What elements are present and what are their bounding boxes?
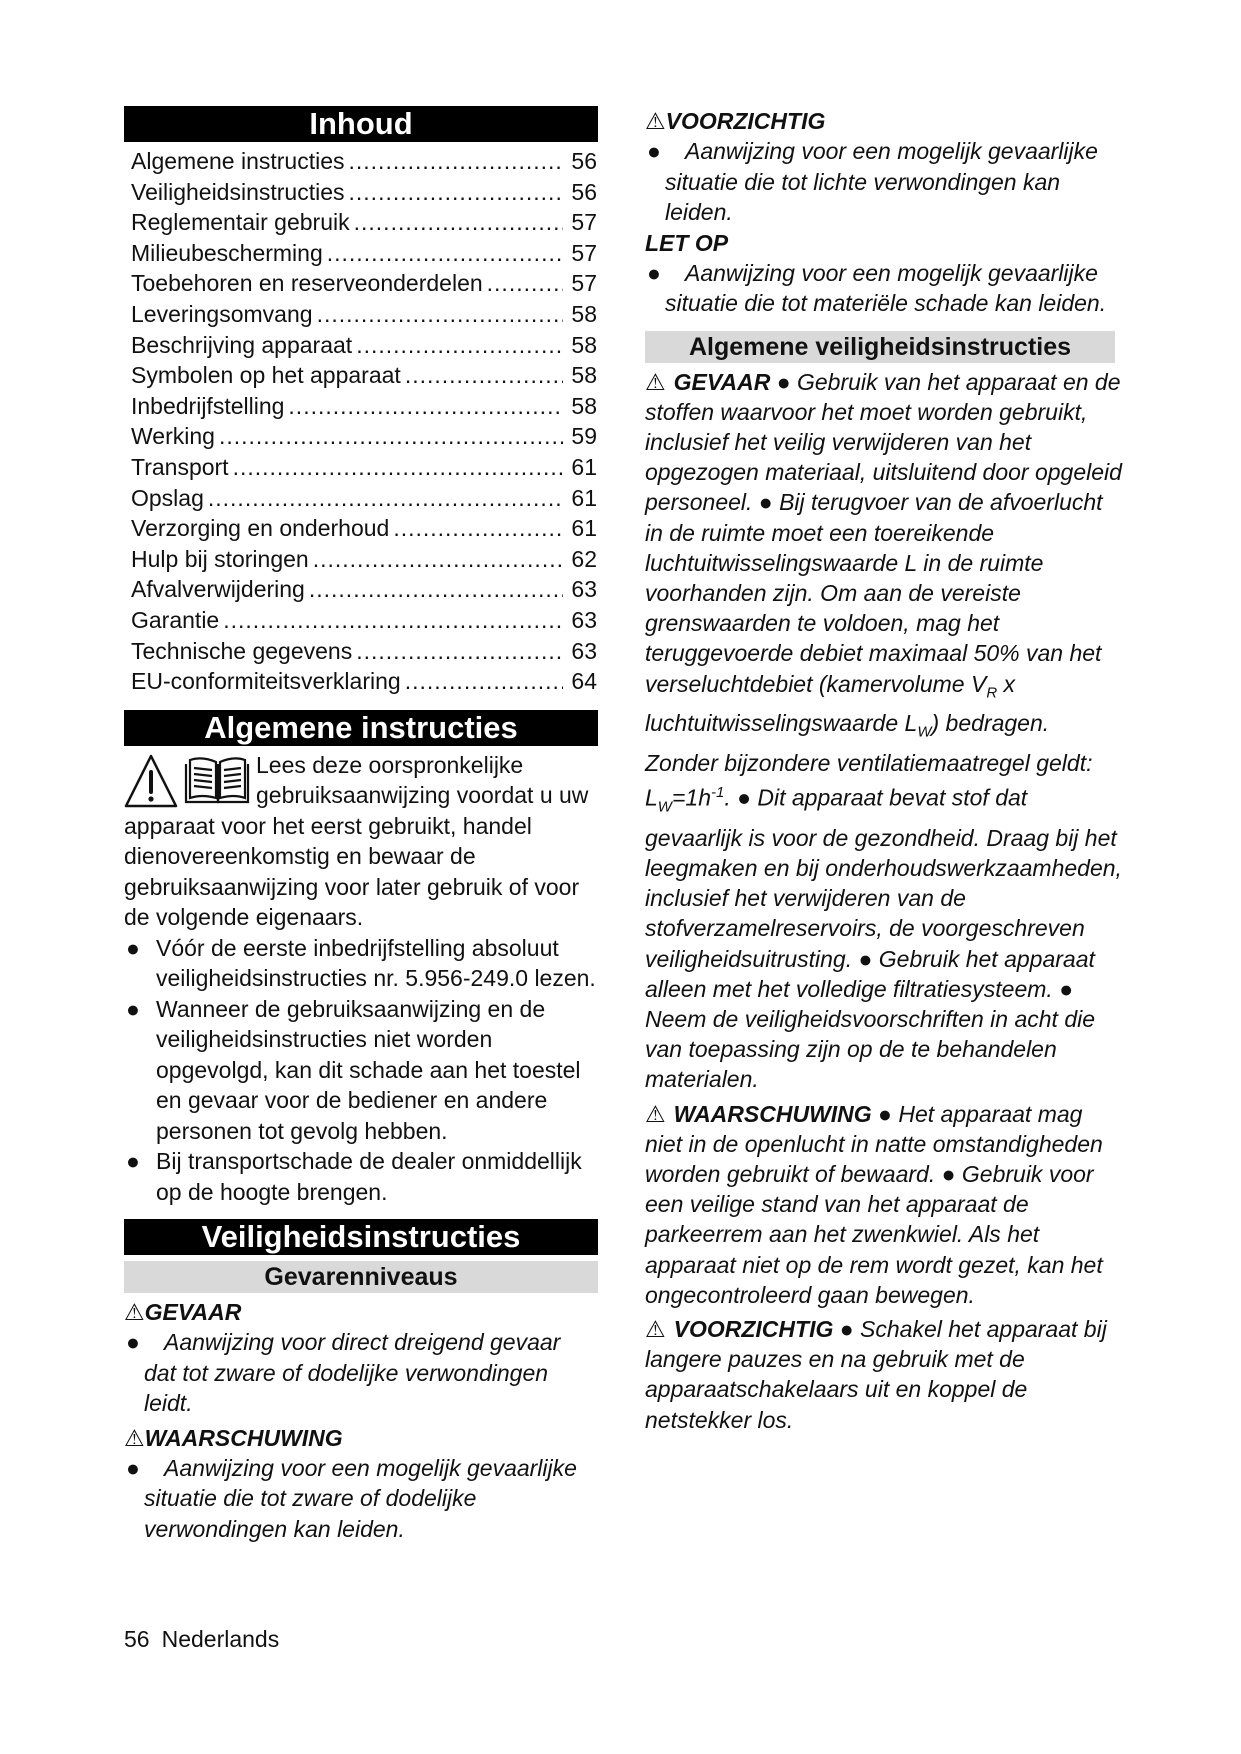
general-safety-gevaar: ⚠ GEVAAR ● Gebruik van het apparaat en de stoffen waarvoor het moet worden gebruikt, inclusief het veilig verwijderen van het opgezogen materiaal, uitsluitend door opgeleid personeel. ● Bij terugvoer van de afvoerlucht in de ruimte moet een toereikende luchtuitwisselingswaarde L in de ruimte voorhanden zijn. Om aan de vereiste grenswaarden te voldoen, mag het teruggevoerde debiet maximaal 50% van het verseluchtdebiet (kamervolume $V_R$ x luchtuitwisselingswaarde $L_W$) bedragen. Zonder bijzondere ventilatiemaatregel geldt: $L_W=1h^{-1}$. ● Dit apparaat bevat stof dat gevaarlijk is voor de gezondheid. Draag bij het leegmaken en bij onderhoudswerkzaamheden, inclusief het verwijderen van de stofverzamelreservoirs, de voorgeschreven veiligheidsuitrusting. ● Gebruik het apparaat alleen met het volledige filtratiesysteem. ● Neem de veiligheidsvoorschriften in acht die van toepassing zijn op de te behandelen materialen.	[645, 368, 1122, 1093]
toc-entry[interactable]: Beschrijving apparaat ..... 58	[131, 330, 597, 361]
toc-entry[interactable]: Technische gegevens ..... 63	[131, 636, 597, 667]
general-intro	[124, 750, 598, 933]
toc-entry[interactable]: Toebehoren en reserveonderdelen ..... 57	[131, 268, 597, 299]
warning-triangle-icon: ⚠	[124, 1299, 145, 1326]
toc-list	[124, 146, 597, 697]
section-title-general: Algemene instructies	[124, 710, 598, 746]
level-list-voorzichtig	[645, 136, 1125, 228]
page-footer	[124, 1624, 279, 1654]
warning-triangle-icon: ⚠	[645, 1316, 666, 1343]
level-head-waarschuwing: ⚠WAARSCHUWING	[124, 1424, 343, 1451]
list-item: ● Bij transportschade de dealer onmiddellijk op de hoogte brengen.	[126, 1148, 582, 1205]
toc-entry[interactable]: Veiligheidsinstructies ..... 56	[131, 177, 597, 208]
general-bullets	[124, 933, 598, 1208]
level-list-waarschuwing	[124, 1453, 598, 1545]
section-title-safety: Veiligheidsinstructies	[124, 1219, 598, 1255]
list-item: ● Aanwijzing voor een mogelijk gevaarlijke situatie die tot lichte verwondingen kan leiden.	[647, 138, 1098, 225]
toc-entry[interactable]: Leveringsomvang ..... 58	[131, 299, 597, 330]
toc-entry[interactable]: Algemene instructies ..... 56	[131, 146, 597, 177]
subsection-title-general-safety: Algemene veiligheidsinstructies	[645, 331, 1115, 363]
subsection-title-levels: Gevarenniveaus	[124, 1261, 598, 1293]
general-safety-voorzichtig: ⚠ VOORZICHTIG ● Schakel het apparaat bij langere pauzes en na gebruik met de apparaatschakelaars uit en koppel de netstekker los.	[645, 1316, 1107, 1433]
toc-entry[interactable]: Transport ..... 61	[131, 452, 597, 483]
page-number: 56	[124, 1626, 150, 1652]
level-list-let-op	[645, 258, 1125, 319]
toc-entry[interactable]: Reglementair gebruik ..... 57	[131, 207, 597, 238]
toc-entry[interactable]: Hulp bij storingen ..... 62	[131, 544, 597, 575]
toc-entry[interactable]: Afvalverwijdering ..... 63	[131, 574, 597, 605]
toc-entry[interactable]: EU-conformiteitsverklaring ..... 64	[131, 666, 597, 697]
list-item: ● Vóór de eerste inbedrijfstelling absoluut veiligheidsinstructies nr. 5.956-249.0 lezen.	[126, 934, 596, 992]
list-item: ● Aanwijzing voor een mogelijk gevaarlijke situatie die tot zware of dodelijke verwondingen kan leiden.	[126, 1454, 577, 1542]
toc-entry[interactable]: Milieubescherming ..... 57	[131, 238, 597, 269]
level-list-gevaar	[124, 1327, 598, 1419]
general-safety-waarschuwing: ⚠ WAARSCHUWING ● Het apparaat mag niet in de openlucht in natte omstandigheden worden gebruikt of bewaard. ● Gebruik voor een veilige stand van het apparaat de parkeerrem aan het zwenkwiel. Als het apparaat niet op de rem wordt gezet, kan het ongecontroleerd gaan bewegen.	[645, 1100, 1103, 1308]
level-head-let-op: LET OP	[645, 229, 729, 256]
right-column	[645, 106, 1125, 1435]
list-item: ● Aanwijzing voor een mogelijk gevaarlijke situatie die tot materiële schade kan leiden.	[647, 259, 1107, 316]
toc-entry[interactable]: Verzorging en onderhoud ..... 61	[131, 513, 597, 544]
footer-language: Nederlands	[161, 1626, 280, 1652]
general-intro-text: Lees deze oorspronkelijke gebruiksaanwijzing voordat u uw apparaat voor het eerst gebruikt, handel dienovereenkomstig en bewaar de gebruiksaanwijzing voor later gebruik of voor de volgende eigenaars.	[124, 751, 589, 931]
left-column	[124, 106, 598, 1544]
list-item: ● Wanneer de gebruiksaanwijzing en de veiligheidsinstructies niet worden opgevolgd, kan dit schade aan het toestel en gevaar voor de bediener en andere personen tot gevolg hebben.	[126, 995, 581, 1144]
warning-triangle-icon: ⚠	[645, 368, 666, 395]
level-head-voorzichtig: ⚠VOORZICHTIG	[645, 108, 826, 134]
list-item: ● Aanwijzing voor direct dreigend gevaar dat tot zware of dodelijke verwondingen leidt.	[126, 1329, 561, 1417]
toc-entry[interactable]: Garantie ..... 63	[131, 605, 597, 636]
warning-triangle-icon: ⚠	[124, 1424, 145, 1451]
toc-entry[interactable]: Inbedrijfstelling ..... 58	[131, 391, 597, 422]
toc-title: Inhoud	[124, 106, 598, 142]
toc-entry[interactable]: Symbolen op het apparaat ..... 58	[131, 360, 597, 391]
toc-entry[interactable]: Opslag ..... 61	[131, 483, 597, 514]
toc-entry[interactable]: Werking ..... 59	[131, 421, 597, 452]
warning-and-manual-icon	[124, 752, 252, 810]
level-head-gevaar: ⚠GEVAAR	[124, 1299, 242, 1326]
warning-triangle-icon: ⚠	[645, 1100, 666, 1127]
warning-triangle-icon: ⚠	[645, 108, 666, 134]
